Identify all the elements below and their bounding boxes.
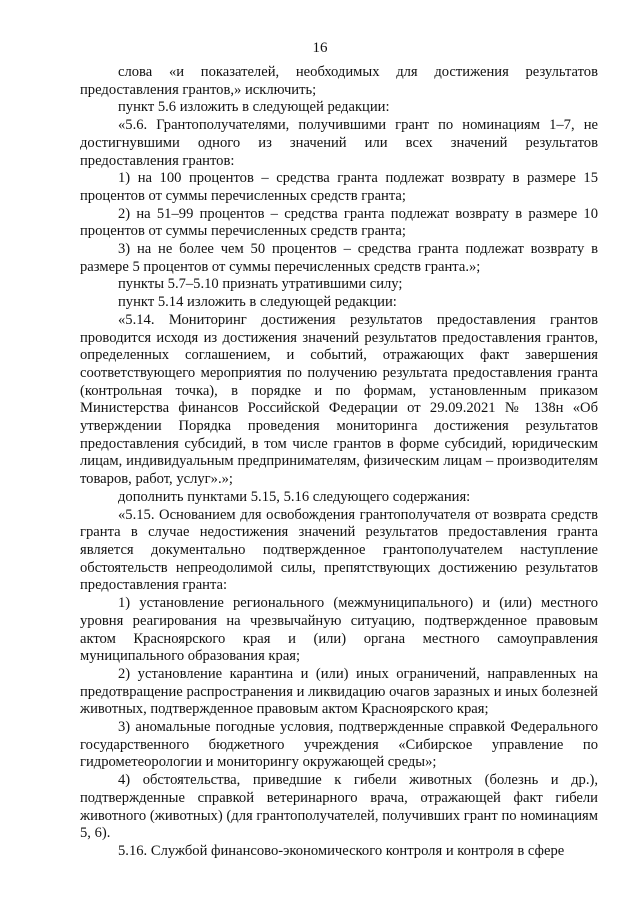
paragraph: 4) обстоятельства, приведшие к гибели животных (болезнь и др.), подтвержденные справкой ветеринарного врача, отражающей факт гибели животного (животных) (для грантополучателей, получивших грант по номинациям 5, 6).: [80, 772, 598, 842]
page-number: 16: [312, 40, 328, 56]
paragraph: «5.15. Основанием для освобождения грантополучателя от возврата средств гранта в случае недостижения значений результатов предоставления гранта является документально подтвержденное грантополучателем наступление обстоятельств непреодолимой силы, препятствующих достижению результатов предоставления гранта:: [80, 506, 598, 594]
paragraph: пункт 5.6 изложить в следующей редакции:: [118, 99, 390, 116]
paragraph: «5.14. Мониторинг достижения результатов предоставления грантов проводится исходя из достижения значений результатов предоставления грантов, определенных соглашением, и событий, отражающих факт завершения соответствующего мероприятия по получению результата предоставления гранта (контрольная точка), в порядке и по формам, установленным приказом Министерства финансов Российской Федерации от 29.09.2021 № 138н «Об утверждении Порядка проведения мониторинга достижения результатов предоставления субсидий, в том числе грантов в форме субсидий, юридическим лицам, индивидуальным предпринимателям, физическим лицам – производителям товаров, работ, услуг».»;: [80, 311, 598, 488]
paragraph: «5.6. Грантополучателями, получившими грант по номинациям 1–7, не достигнувшими одного из значений или всех значений результатов предоставления грантов:: [80, 117, 598, 169]
paragraph: 2) на 51–99 процентов – средства гранта подлежат возврату в размере 10 процентов от суммы перечисленных средств гранта;: [80, 205, 598, 240]
paragraph: пункт 5.14 изложить в следующей редакции:: [118, 294, 397, 311]
document-body: [80, 64, 598, 861]
paragraph: слова «и показателей, необходимых для достижения результатов предоставления грантов,» исключить;: [80, 64, 598, 98]
paragraph: дополнить пунктами 5.15, 5.16 следующего содержания:: [118, 488, 471, 505]
paragraph: 3) на не более чем 50 процентов – средства гранта подлежат возврату в размере 5 процентов от суммы перечисленных средств гранта.»;: [80, 241, 598, 275]
paragraph: 5.16. Службой финансово-экономического контроля и контроля в сфере: [118, 842, 565, 859]
paragraph: 1) на 100 процентов – средства гранта подлежат возврату в размере 15 процентов от суммы перечисленных средств гранта;: [80, 170, 598, 204]
paragraph: 1) установление регионального (межмуниципального) и (или) местного уровня реагирования на чрезвычайную ситуацию, подтвержденное правовым актом Красноярского края и (или) органа местного самоуправления муниципального образования края;: [80, 595, 598, 665]
paragraph: 3) аномальные погодные условия, подтвержденные справкой Федерального государственного бюджетного учреждения «Сибирское управление по гидрометеорологии и мониторингу окружающей среды»;: [80, 719, 598, 771]
paragraph: 2) установление карантина и (или) иных ограничений, направленных на предотвращение распространения и ликвидацию очагов заразных и иных болезней животных, подтвержденное правовым актом Красноярского края;: [80, 665, 598, 718]
paragraph: пункты 5.7–5.10 признать утратившими силу;: [118, 276, 403, 293]
